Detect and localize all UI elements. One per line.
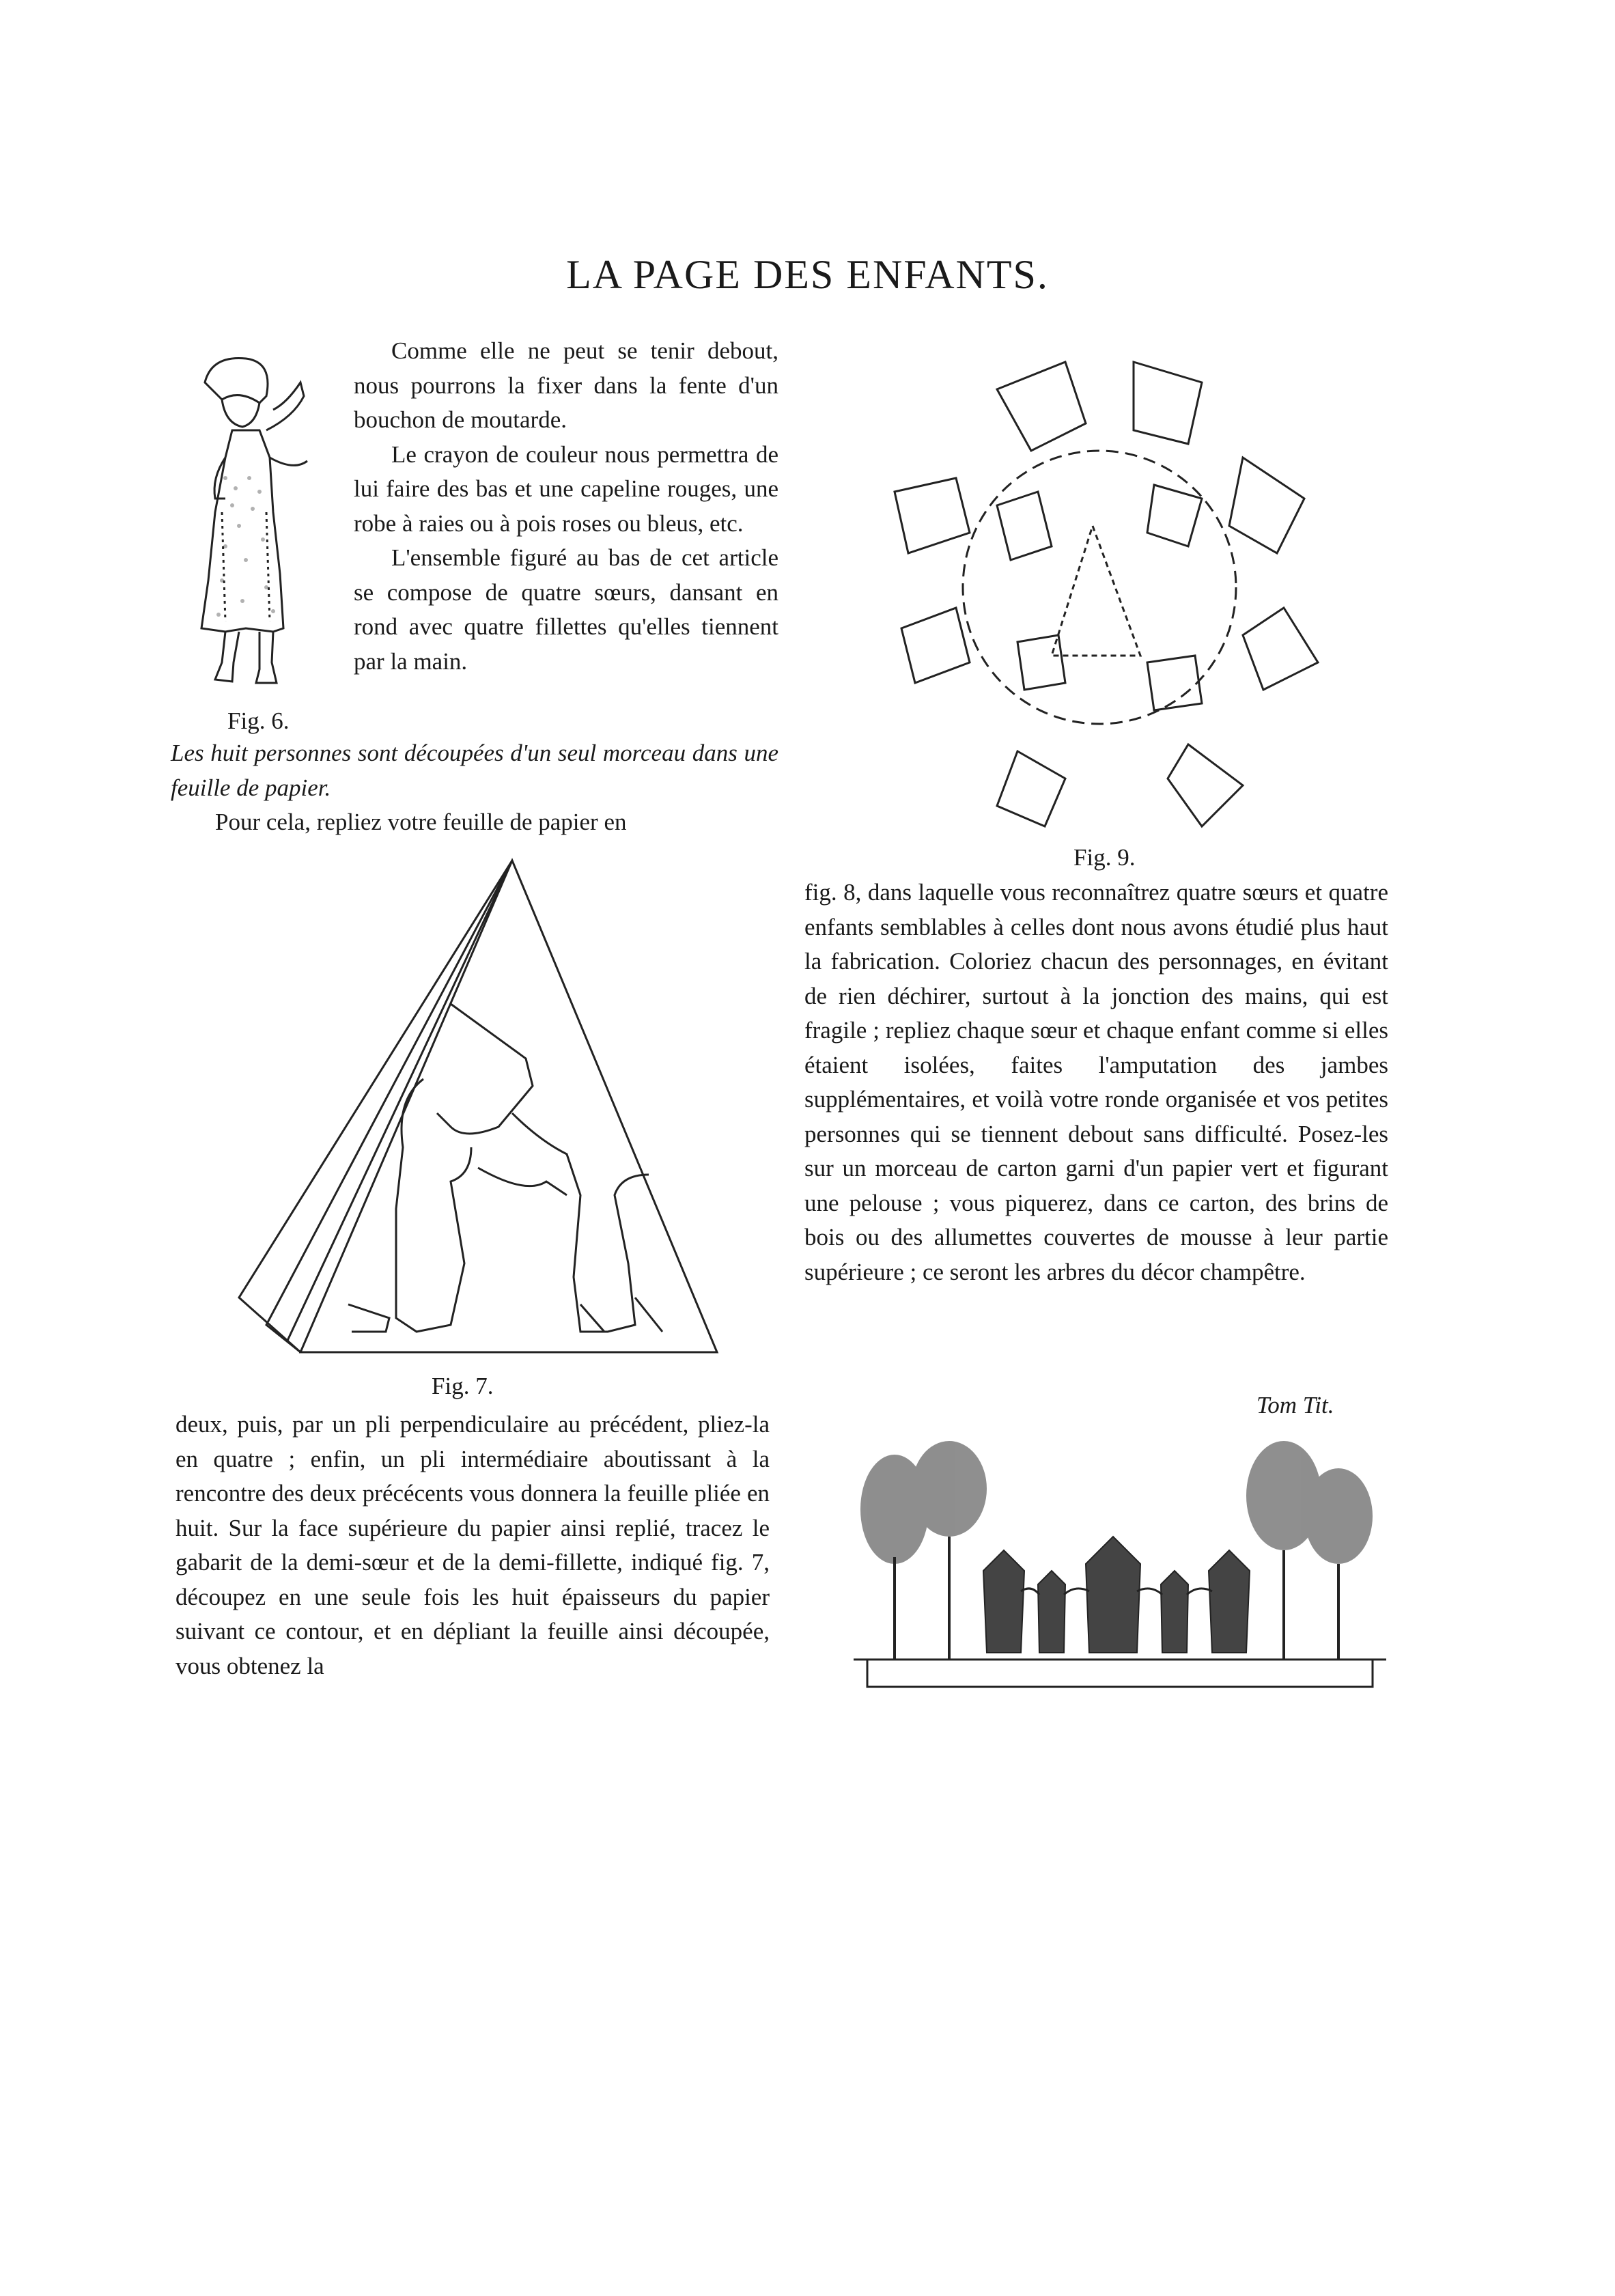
paragraph-3: L'ensemble figuré au bas de cet article se compose de quatre sœurs, dansant en rond avec quatre fillettes qu'elles tiennent par la main. — [354, 544, 778, 675]
signature: Tom Tit. — [1256, 1392, 1334, 1418]
paragraph-2: Le crayon de couleur nous permettra de lui faire des bas et une capeline rouges, une robe à raies ou à pois roses ou bleus, etc. — [354, 440, 778, 537]
paragraph-3-end — [171, 736, 778, 840]
figure-7-caption: Fig. 7. — [432, 1373, 494, 1399]
figure-9-unfolded-ring — [860, 335, 1338, 840]
figure-9-caption: Fig. 9. — [1073, 844, 1136, 871]
figure-7-folded-paper — [225, 854, 724, 1359]
paragraph-4: Pour cela, repliez votre feuille de papier en — [215, 809, 627, 835]
paragraph-5: deux, puis, par un pli perpendiculaire au précédent, pliez-la en quatre ; enfin, un pli intermédiaire aboutissant à la rencontre des deux précécents vous donnera la feuille pliée en huit. Sur la face supérieure du papier ainsi replié, tracez le gabarit de la demi-sœur et de la demi-fillette, indiqué fig. 7, découpez en une seule fois les huit épaisseurs du papier suivant ce contour, et en dépliant la feuille ainsi découpée, vous obtenez la — [175, 1411, 770, 1679]
paragraph-1-3 — [354, 334, 778, 679]
page-title: LA PAGE DES ENFANTS. — [566, 252, 1049, 297]
figure-6-girl — [184, 341, 314, 703]
figure-6-caption: Fig. 6. — [227, 708, 290, 734]
figure-scene-dance — [847, 1434, 1386, 1707]
paragraph-6: fig. 8, dans laquelle vous reconnaîtrez quatre sœurs et quatre enfants semblables à celles dont nous avons étudié plus haut la fabrication. Coloriez chacun des personnages, en évitant de rien déchirer, surtout à la jonction des mains, qui est fragile ; repliez chaque sœur et chaque enfant comme si elles étaient isolées, faites l'amputation des jambes supplémentaires, et voilà votre ronde organisée et vos petites personnes qui se tiennent debout sans difficulté. Posez-les sur un morceau de carton garni d'un papier vert et figurant une pelouse ; vous piquerez, dans ce carton, des brins de bois ou des allumettes couvertes de mousse à leur partie supérieure ; ce seront les arbres du décor champêtre. — [804, 879, 1388, 1285]
paragraph-3-italic: Les huit personnes sont découpées d'un seul morceau dans une feuille de papier. — [171, 740, 778, 801]
paragraph-1: Comme elle ne peut se tenir debout, nous pourrons la fixer dans la fente d'un bouchon de moutarde. — [354, 337, 778, 433]
